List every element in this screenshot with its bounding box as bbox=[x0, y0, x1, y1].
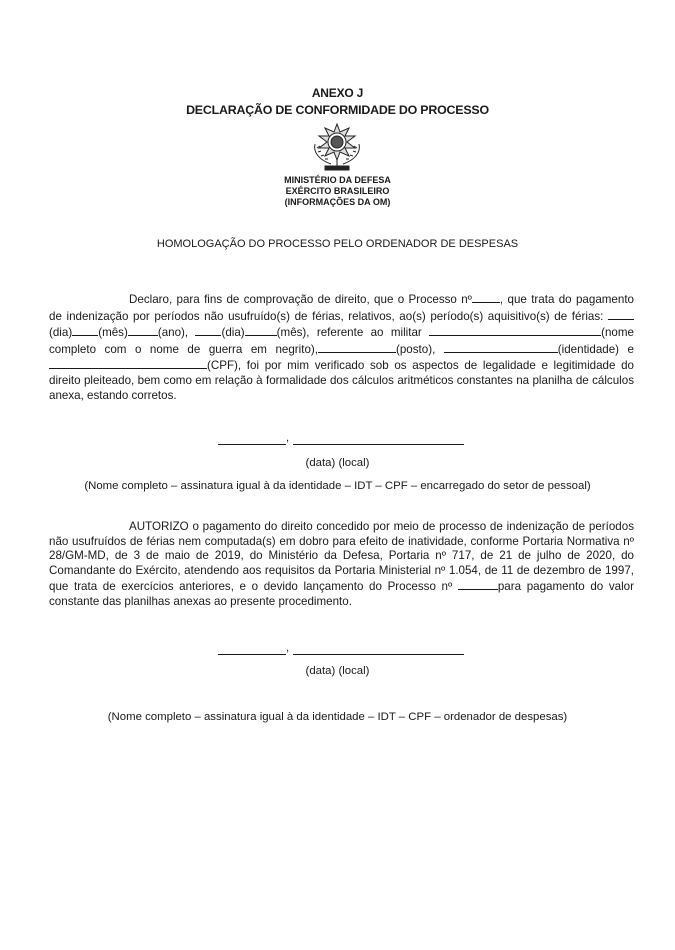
signer-caption-personnel: (Nome completo – assinatura igual à da identidade – IDT – CPF – encarregado do setor de pessoal) bbox=[84, 480, 591, 492]
day-label-2: (dia) bbox=[221, 326, 245, 340]
process-number-blank bbox=[472, 291, 500, 303]
year-blank bbox=[128, 324, 158, 336]
signer-caption-ordinator: (Nome completo – assinatura igual à da identidade – IDT – CPF – ordenador de despesas) bbox=[107, 711, 568, 723]
om-info: (INFORMAÇÕES DA OM) bbox=[284, 197, 391, 207]
month-label-1: (mês) bbox=[98, 326, 128, 340]
declaration-text-1: Declaro, para fins de comprovação de direito, que o Processo nº bbox=[129, 293, 472, 306]
date-local-caption-1: (data) (local) bbox=[305, 457, 370, 469]
date-local-separator-2: , bbox=[286, 642, 290, 654]
day-blank-2 bbox=[195, 324, 221, 336]
military-reference-text: (mês), referente ao militar bbox=[276, 326, 430, 340]
date-local-caption-2: (data) (local) bbox=[305, 665, 370, 677]
declaration-paragraph bbox=[49, 291, 634, 403]
year-label: (ano), bbox=[157, 326, 196, 340]
military-name-blank bbox=[429, 324, 601, 336]
coat-of-arms-icon bbox=[309, 122, 365, 172]
process-number-blank-2 bbox=[458, 578, 498, 590]
declaration-text-2: , que trata do pagamento de indenização por períodos não usufruído(s) de férias, relativos, ao(s) período(s) aquisitivo(s) de férias: bbox=[49, 293, 634, 323]
ministry-name: MINISTÉRIO DA DEFESA bbox=[284, 175, 391, 185]
day-blank-1 bbox=[608, 308, 634, 320]
authorization-text-1: AUTORIZO o pagamento do direito concedido por meio de processo de indenização de períodos não usufruídos de férias nem computada(s) em dobro para efeito de inatividade, conforme Portaria Normativa nº 28/GM-MD, de 3 de maio de 2019, do Ministério da Defesa, Portaria nº 717, de 21 de julho de 2020, do Comandante do Exército, atendendo aos requisitos da Portaria Ministerial nº 1.054, de 11 de dezembro de 1997, que trata de exercícios anteriores, e o devido lançamento do Processo nº bbox=[49, 520, 634, 594]
name-instruction: (nome completo com o nome de guerra em negrito), bbox=[49, 326, 634, 356]
identity-blank bbox=[444, 341, 558, 353]
month-blank-1 bbox=[72, 324, 98, 336]
document-title: DECLARAÇÃO DE CONFORMIDADE DO PROCESSO bbox=[186, 103, 489, 117]
date-signature-line-1 bbox=[218, 444, 286, 445]
rank-blank bbox=[318, 341, 396, 353]
annex-label: ANEXO J bbox=[311, 86, 364, 100]
local-signature-line-2 bbox=[293, 654, 464, 655]
date-signature-line-2 bbox=[218, 654, 286, 655]
date-local-separator-1: , bbox=[286, 432, 290, 444]
authorization-text-2: para pagamento do valor constante das planilhas anexas ao presente procedimento. bbox=[49, 580, 634, 608]
local-signature-line-1 bbox=[293, 444, 464, 445]
identity-label: (identidade) e bbox=[557, 342, 634, 356]
declaration-text-end: (CPF), foi por mim verificado sob os aspectos de legalidade e legitimidade do direito pleiteado, bem como em relação à formalidade dos cálculos aritméticos constantes na planilha de cálculos anexa, estando corretos. bbox=[49, 359, 634, 402]
authorization-paragraph bbox=[49, 520, 634, 610]
rank-label: (posto), bbox=[395, 342, 444, 356]
day-label-1: (dia) bbox=[49, 326, 73, 340]
section-title: HOMOLOGAÇÃO DO PROCESSO PELO ORDENADOR DE DESPESAS bbox=[156, 238, 519, 250]
month-blank-2 bbox=[245, 324, 277, 336]
army-name: EXÉRCITO BRASILEIRO bbox=[285, 186, 390, 196]
cpf-blank bbox=[49, 357, 207, 369]
